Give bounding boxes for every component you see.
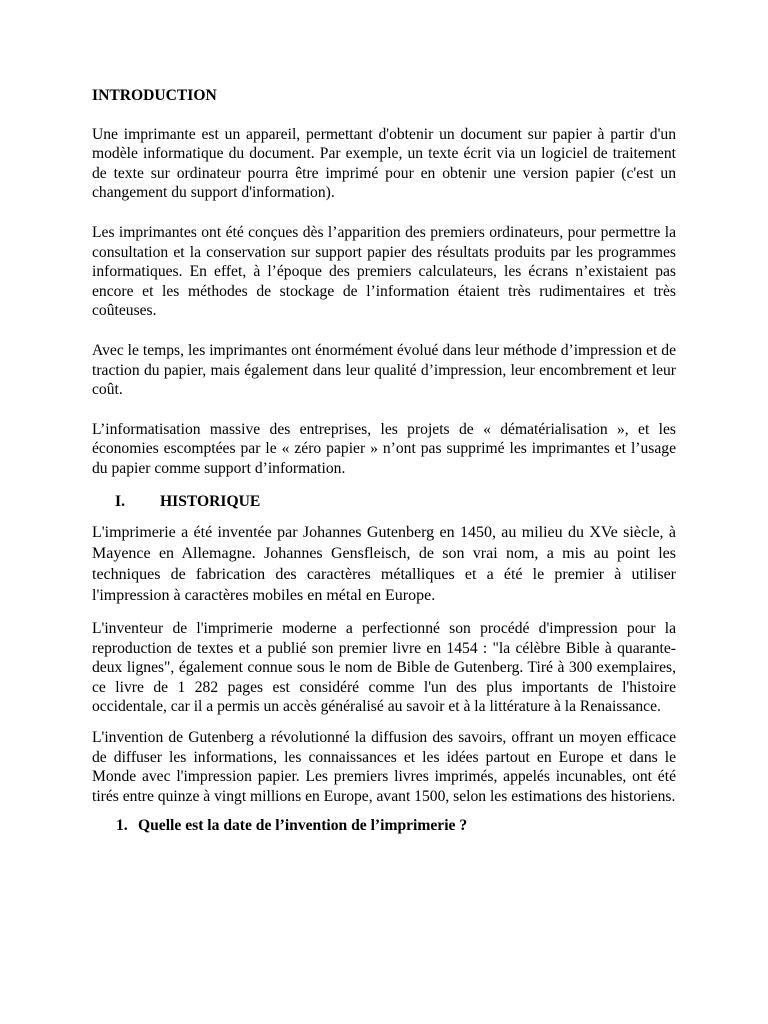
- historique-paragraph-3: L'invention de Gutenberg a révolutionné la diffusion des savoirs, offrant un moyen efficace de diffuser les informations, les connaissances et les idées partout en Europe et dans le Monde avec l'impression papier. Les premiers livres imprimés, appelés incunables, ont été tirés entre quinze à vingt millions en Europe, avant 1500, selon les estimations des historiens.: [92, 729, 676, 805]
- intro-paragraph-4: L’informatisation massive des entreprises, les projets de « dématérialisation », et les économies escomptées par le « zéro papier » n’ont pas supprimé les imprimantes et l’usage du papier comme support d’information.: [92, 420, 676, 477]
- historique-heading: [92, 492, 676, 512]
- question-number: 1.: [116, 817, 128, 835]
- introduction-heading: INTRODUCTION: [92, 87, 217, 104]
- question-text: Quelle est la date de l’invention de l’imprimerie ?: [138, 817, 468, 835]
- intro-paragraph-1: Une imprimante est un appareil, permettant d'obtenir un document sur papier à partir d'un modèle informatique du document. Par exemple, un texte écrit via un logiciel de traitement de texte sur ordinateur pourra être imprimé pour en obtenir une version papier (c'est un changement du support d'information).: [92, 125, 676, 202]
- section-number: I.: [115, 492, 125, 510]
- intro-paragraph-2: Les imprimantes ont été conçues dès l’apparition des premiers ordinateurs, pour permettre la consultation et la conservation sur support papier des résultats produits par les programmes informatiques. En effet, à l’époque des premiers calculateurs, les écrans n’existaient pas encore et les méthodes de stockage de l’information étaient très rudimentaires et très coûteuses.: [92, 223, 676, 320]
- intro-paragraph-3: Avec le temps, les imprimantes ont énormément évolué dans leur méthode d’impression et de traction du papier, mais également dans leur qualité d’impression, leur encombrement et leur coût.: [92, 341, 676, 399]
- historique-paragraph-1: L'imprimerie a été inventée par Johannes Gutenberg en 1450, au milieu du XVe siècle, à Mayence en Allemagne. Johannes Gensfleisch, de son vrai nom, a mis au point les techniques de fabrication des caractères métalliques et a été le premier à utiliser l'impression à caractères mobiles en métal en Europe.: [92, 524, 676, 605]
- section-title: HISTORIQUE: [160, 492, 261, 510]
- document-page: [92, 86, 676, 836]
- historique-paragraph-2: L'inventeur de l'imprimerie moderne a perfectionné son procédé d'impression pour la reproduction de textes et a publié son premier livre en 1454 : "la célèbre Bible à quarante-deux lignes", également connue sous le nom de Bible de Gutenberg. Tiré à 300 exemplaires, ce livre de 1 282 pages est considéré comme l'un des plus importants de l'histoire occidentale, car il a permis un accès généralisé au savoir et à la littérature à la Renaissance.: [92, 620, 676, 716]
- question-item: [92, 816, 676, 836]
